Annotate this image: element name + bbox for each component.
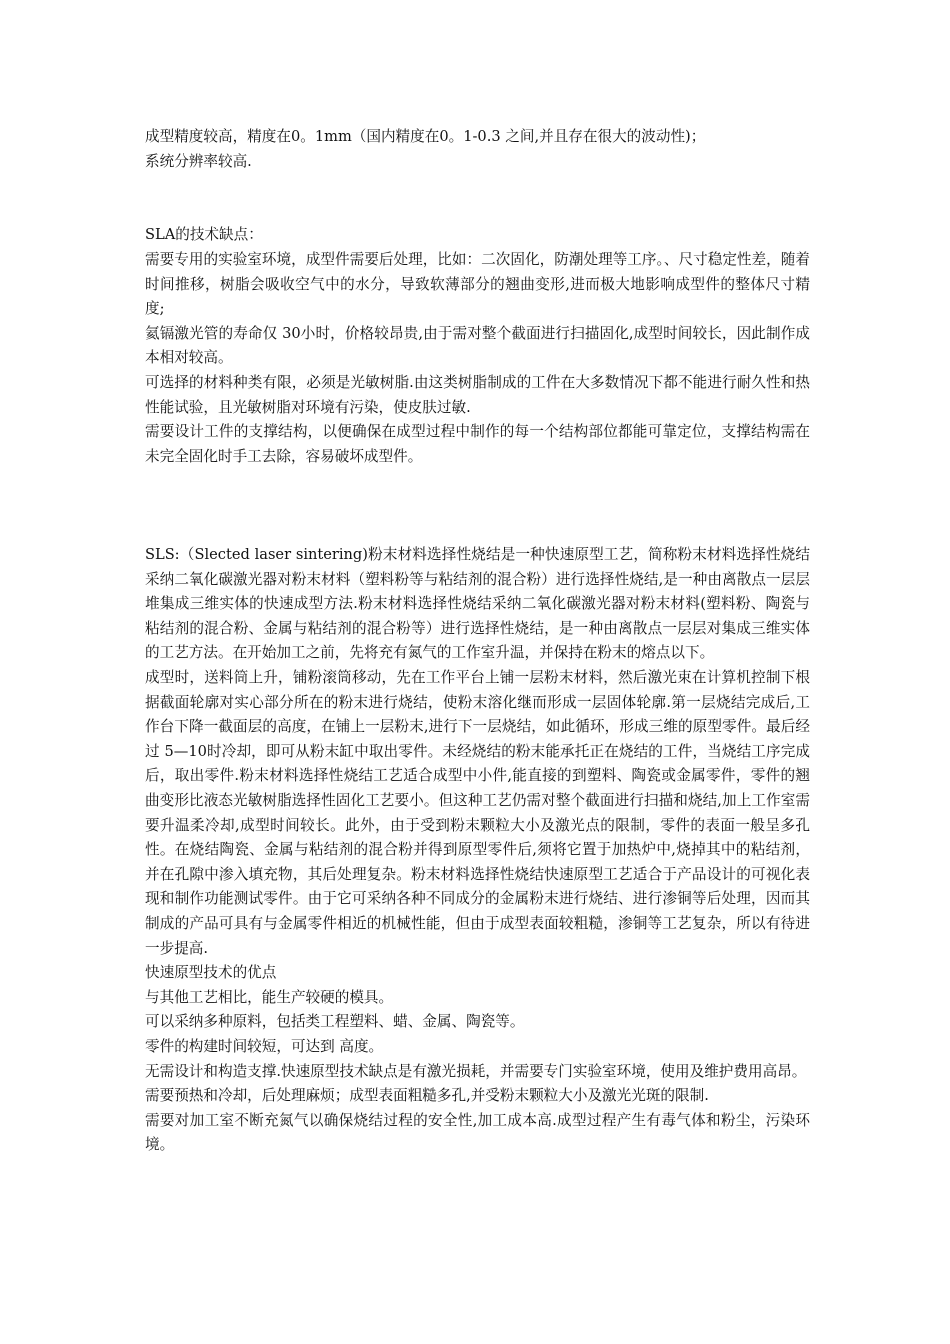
blank-line (145, 519, 810, 544)
rp-advantage-item: 零件的构建时间较短，可达到 高度。 (145, 1037, 384, 1055)
sla-disadvantage-paragraph: 需要设计工件的支撑结构，以便确保在成型过程中制作的每一个结构部位都能可靠定位，支撑结构需在未完全固化时手工去除，容易破坏成型件。 (145, 423, 810, 465)
sla-disadvantage-paragraph: 氦镉激光管的寿命仅 30小时，价格较昂贵,由于需对整个截面进行扫描固化,成型时间较长，因此制作成本相对较高。 (145, 324, 810, 367)
rp-advantage-item: 无需设计和构造支撑.快速原型技术缺点是有激光损耗，并需要专门实验室环境，使用及维护费用高昂。 (145, 1062, 807, 1080)
sla-advantage-line: 成型精度较高，精度在0。1mm（国内精度在0。1-0.3 之间,并且存在很大的波动性)； (145, 128, 706, 145)
rp-advantage-item: 可以采纳多种原料，包括类工程塑料、蜡、金属、陶瓷等。 (145, 1013, 525, 1031)
rp-advantage-item: 需要对加工室不断充氮气以确保烧结过程的安全性,加工成本高.成型过程产生有毒气体和粉尘，污染环境。 (145, 1111, 810, 1154)
rp-advantages-heading: 快速原型技术的优点 (145, 964, 277, 982)
sls-process-paragraph: 成型时，送料筒上升，铺粉滚筒移动，先在工作平台上铺一层粉末材料，然后激光束在计算机控制下根据截面轮廓对实心部分所在的粉末进行烧结，使粉末溶化继而形成一层固体轮廓.第一层烧结完成后,工作台下降一截面层的高度，在铺上一层粉末,进行下一层烧结，如此循环，形成三维的原型零件。最后经过 5—10时冷却，即可从粉末缸中取出零件。未经烧结的粉末能承托正在烧结的工件，当烧结工序完成后，取出零件.粉末材料选择性烧结工艺适合成型中小件,能直接的到塑料、陶瓷或金属零件，零件的翘曲变形比液态光敏树脂选择性固化工艺要小。但这种工艺仍需对整个截面进行扫描和烧结,加上工作室需要升温柔冷却,成型时间较长。此外，由于受到粉末颗粒大小及激光点的限制，零件的表面一般呈多孔性。在烧结陶瓷、金属与粘结剂的混合粉并得到原型零件后,须将它置于加热炉中,烧掉其中的粘结剂，并在孔隙中渗入填充物，其后处理复杂。粉末材料选择性烧结快速原型工艺适合于产品设计的可视化表现和制作功能测试零件。由于它可采纳各种不同成分的金属粉末进行烧结、进行渗铜等后处理，因而其制成的产品可具有与金属零件相近的机械性能，但由于成型表面较粗糙，渗铜等工艺复杂，所以有待进一步提高. (145, 669, 810, 957)
sla-disadvantages-heading: SLA的技术缺点： (145, 226, 263, 244)
document-body (145, 125, 810, 1158)
rp-advantage-item: 与其他工艺相比，能生产较硬的模具。 (145, 988, 394, 1006)
sla-disadvantage-paragraph: 可选择的材料种类有限，必须是光敏树脂.由这类树脂制成的工件在大多数情况下都不能进行耐久性和热性能试验，且光敏树脂对环境有污染，使皮肤过敏. (145, 373, 810, 416)
sls-intro-paragraph: SLS:（Slected laser sintering)粉末材料选择性烧结是一种快速原型工艺，简称粉末材料选择性烧结采纳二氧化碳激光器对粉末材料（塑料粉等与粘结剂的混合粉）进行选择性烧结,是一种由离散点一层层堆集成三维实体的快速成型方法.粉末材料选择性烧结采纳二氧化碳激光器对粉末材料(塑料粉、陶瓷与粘结剂的混合粉、金属与粘结剂的混合粉等）进行选择性烧结，是一种由离散点一层层对集成三维实体的工艺方法。在开始加工之前，先将充有氮气的工作室升温，并保持在粉末的熔点以下。 (145, 546, 810, 662)
blank-line (145, 174, 810, 223)
sla-advantage-line: 系统分辨率较高. (145, 152, 252, 170)
blank-line (145, 469, 810, 518)
rp-advantage-item: 需要预热和冷却，后处理麻烦；成型表面粗糙多孔,并受粉末颗粒大小及激光光斑的限制. (145, 1087, 709, 1105)
sla-disadvantage-paragraph: 需要专用的实验室环境，成型件需要后处理，比如：二次固化，防潮处理等工序。、尺寸稳定性差，随着时间推移，树脂会吸收空气中的水分，导致软薄部分的翘曲变形,进而极大地影响成型件的整体尺寸精度; (145, 250, 810, 318)
